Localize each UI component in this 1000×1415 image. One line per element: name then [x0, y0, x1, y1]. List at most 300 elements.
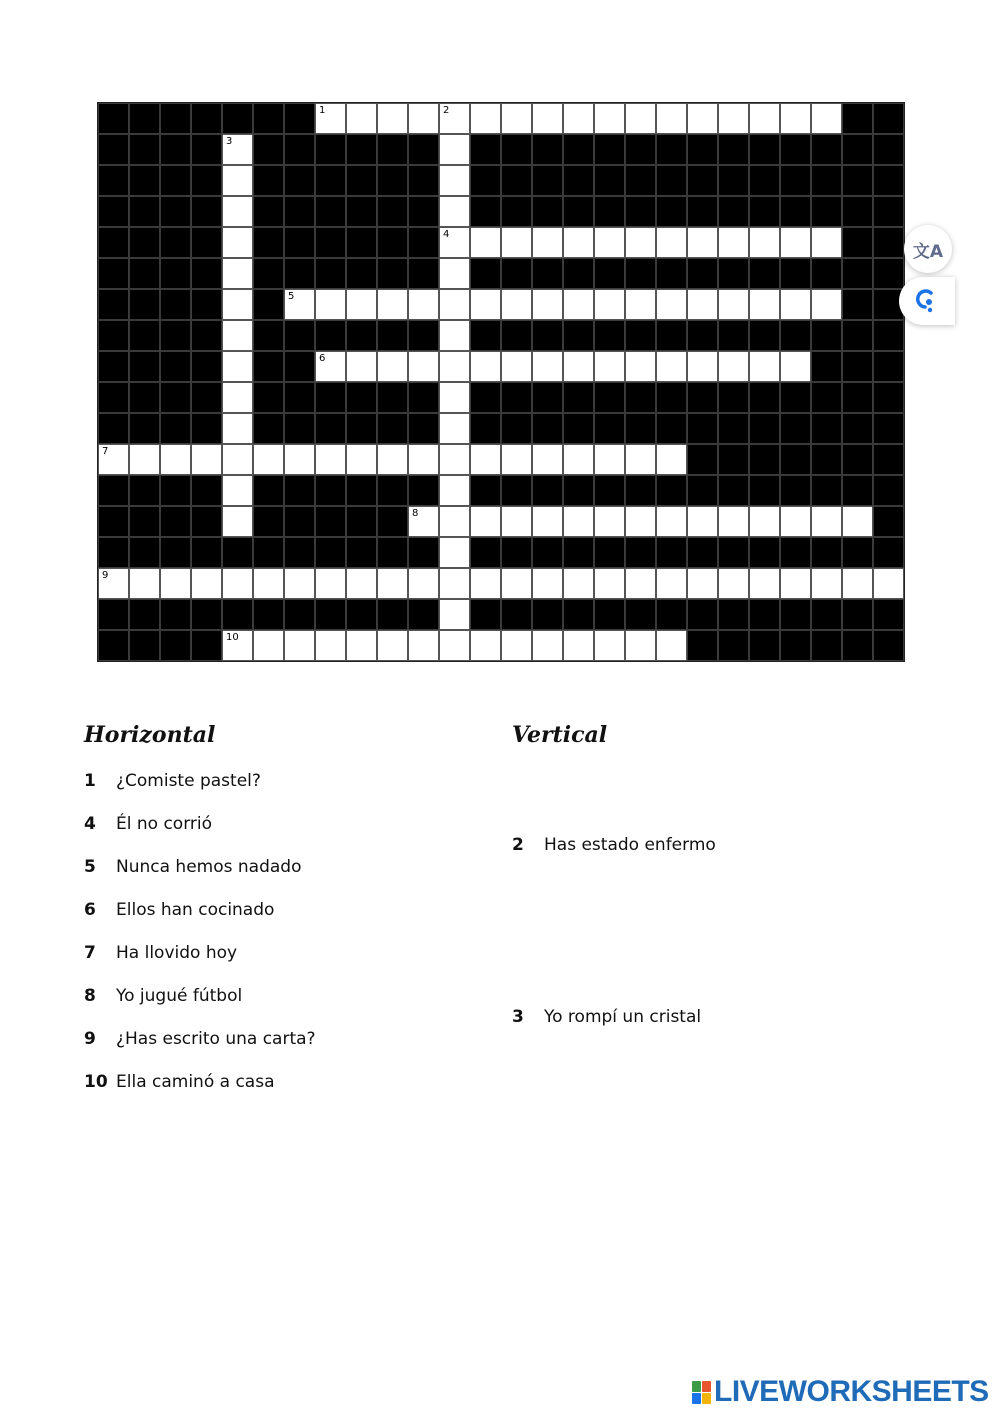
crossword-block-cell — [656, 413, 687, 444]
crossword-input-cell[interactable] — [222, 134, 253, 165]
crossword-input-cell[interactable] — [346, 568, 377, 599]
crossword-block-cell — [253, 382, 284, 413]
crossword-block-cell — [346, 196, 377, 227]
crossword-block-cell — [346, 227, 377, 258]
crossword-block-cell — [346, 506, 377, 537]
crossword-input-cell[interactable] — [346, 103, 377, 134]
crossword-input-cell[interactable] — [687, 568, 718, 599]
crossword-input-cell[interactable] — [594, 103, 625, 134]
crossword-input-cell[interactable] — [656, 506, 687, 537]
crossword-block-cell — [470, 537, 501, 568]
crossword-input-cell[interactable] — [563, 506, 594, 537]
crossword-input-cell[interactable] — [315, 568, 346, 599]
crossword-block-cell — [284, 413, 315, 444]
crossword-block-cell — [842, 475, 873, 506]
crossword-input-cell[interactable] — [532, 227, 563, 258]
crossword-block-cell — [408, 382, 439, 413]
crossword-block-cell — [253, 258, 284, 289]
translate-button[interactable] — [904, 225, 952, 273]
crossword-input-cell[interactable] — [98, 568, 129, 599]
crossword-block-cell — [377, 475, 408, 506]
crossword-input-cell[interactable] — [160, 568, 191, 599]
crossword-input-cell[interactable] — [222, 289, 253, 320]
crossword-block-cell — [222, 537, 253, 568]
crossword-input-cell[interactable] — [656, 227, 687, 258]
crossword-input-cell[interactable] — [718, 227, 749, 258]
crossword-input-cell[interactable] — [439, 227, 470, 258]
crossword-block-cell — [98, 134, 129, 165]
crossword-block-cell — [501, 258, 532, 289]
crossword-input-cell[interactable] — [842, 568, 873, 599]
crossword-input-cell[interactable] — [749, 103, 780, 134]
crossword-block-cell — [191, 630, 222, 661]
crossword-input-cell[interactable] — [563, 444, 594, 475]
crossword-block-cell — [346, 413, 377, 444]
crossword-block-cell — [284, 227, 315, 258]
crossword-input-cell[interactable] — [284, 444, 315, 475]
crossword-block-cell — [253, 506, 284, 537]
clue-text: Ha llovido hoy — [116, 943, 238, 963]
crossword-input-cell[interactable] — [98, 444, 129, 475]
crossword-block-cell — [687, 537, 718, 568]
crossword-block-cell — [253, 320, 284, 351]
crossword-input-cell[interactable] — [532, 630, 563, 661]
crossword-input-cell[interactable] — [439, 537, 470, 568]
crossword-input-cell[interactable] — [501, 289, 532, 320]
crossword-input-cell[interactable] — [656, 630, 687, 661]
clue-number-label: 10 — [226, 632, 239, 643]
crossword-block-cell — [129, 165, 160, 196]
crossword-input-cell[interactable] — [408, 103, 439, 134]
crossword-input-cell[interactable] — [222, 413, 253, 444]
crossword-input-cell[interactable] — [470, 227, 501, 258]
crossword-input-cell[interactable] — [532, 568, 563, 599]
crossword-input-cell[interactable] — [470, 444, 501, 475]
crossword-input-cell[interactable] — [532, 506, 563, 537]
crossword-input-cell[interactable] — [842, 506, 873, 537]
crossword-block-cell — [191, 258, 222, 289]
crossword-block-cell — [160, 103, 191, 134]
crossword-input-cell[interactable] — [222, 475, 253, 506]
crossword-block-cell — [687, 413, 718, 444]
crossword-block-cell — [625, 475, 656, 506]
crossword-input-cell[interactable] — [656, 568, 687, 599]
crossword-block-cell — [284, 165, 315, 196]
crossword-block-cell — [470, 599, 501, 630]
crossword-input-cell[interactable] — [222, 196, 253, 227]
crossword-block-cell — [501, 134, 532, 165]
crossword-input-cell[interactable] — [532, 103, 563, 134]
crossword-block-cell — [873, 134, 904, 165]
crossword-block-cell — [811, 165, 842, 196]
crossword-block-cell — [191, 103, 222, 134]
crossword-block-cell — [718, 599, 749, 630]
crossword-block-cell — [284, 103, 315, 134]
crossword-block-cell — [811, 444, 842, 475]
crossword-input-cell[interactable] — [625, 506, 656, 537]
clue-number: 1 — [84, 771, 96, 791]
crossword-block-cell — [408, 165, 439, 196]
crossword-input-cell[interactable] — [687, 227, 718, 258]
crossword-input-cell[interactable] — [625, 351, 656, 382]
translate-icon: 文A — [912, 241, 944, 262]
crossword-input-cell[interactable] — [470, 568, 501, 599]
crossword-block-cell — [160, 630, 191, 661]
crossword-input-cell[interactable] — [470, 630, 501, 661]
crossword-block-cell — [284, 599, 315, 630]
crossword-input-cell[interactable] — [749, 289, 780, 320]
crossword-input-cell[interactable] — [687, 351, 718, 382]
crossword-input-cell[interactable] — [594, 227, 625, 258]
crossword-input-cell[interactable] — [594, 506, 625, 537]
crossword-block-cell — [718, 320, 749, 351]
crossword-input-cell[interactable] — [315, 630, 346, 661]
crossword-block-cell — [594, 134, 625, 165]
crossword-block-cell — [160, 134, 191, 165]
crossword-block-cell — [98, 475, 129, 506]
crossword-block-cell — [749, 444, 780, 475]
crossword-input-cell[interactable] — [377, 351, 408, 382]
crossword-input-cell[interactable] — [780, 351, 811, 382]
crossword-input-cell[interactable] — [594, 444, 625, 475]
crossword-block-cell — [377, 227, 408, 258]
crossword-block-cell — [625, 134, 656, 165]
crossword-input-cell[interactable] — [470, 289, 501, 320]
crossword-input-cell[interactable] — [439, 506, 470, 537]
crossword-input-cell[interactable] — [470, 103, 501, 134]
crossword-block-cell — [501, 320, 532, 351]
crossword-block-cell — [408, 196, 439, 227]
crossword-input-cell[interactable] — [439, 289, 470, 320]
crossword-input-cell[interactable] — [563, 568, 594, 599]
crossword-input-cell[interactable] — [625, 568, 656, 599]
crossword-input-cell[interactable] — [222, 258, 253, 289]
crossword-input-cell[interactable] — [377, 444, 408, 475]
crossword-input-cell[interactable] — [656, 351, 687, 382]
crossword-input-cell[interactable] — [532, 444, 563, 475]
crossword-input-cell[interactable] — [780, 289, 811, 320]
crossword-input-cell[interactable] — [408, 506, 439, 537]
crossword-input-cell[interactable] — [222, 351, 253, 382]
crossword-block-cell — [129, 134, 160, 165]
crossword-input-cell[interactable] — [253, 630, 284, 661]
crossword-input-cell[interactable] — [687, 289, 718, 320]
crossword-input-cell[interactable] — [749, 506, 780, 537]
crossword-block-cell — [284, 506, 315, 537]
crossword-input-cell[interactable] — [129, 568, 160, 599]
crossword-block-cell — [284, 382, 315, 413]
crossword-block-cell — [687, 196, 718, 227]
crossword-block-cell — [780, 258, 811, 289]
crossword-block-cell — [191, 537, 222, 568]
crossword-input-cell[interactable] — [811, 103, 842, 134]
crossword-input-cell[interactable] — [656, 444, 687, 475]
crossword-input-cell[interactable] — [625, 289, 656, 320]
crossword-input-cell[interactable] — [718, 289, 749, 320]
crossword-block-cell — [129, 320, 160, 351]
crossword-block-cell — [98, 630, 129, 661]
crossword-block-cell — [780, 196, 811, 227]
crossword-block-cell — [842, 258, 873, 289]
crossword-input-cell[interactable] — [253, 444, 284, 475]
crossword-input-cell[interactable] — [439, 103, 470, 134]
crossword-input-cell[interactable] — [811, 568, 842, 599]
clue-text: Ella caminó a casa — [116, 1072, 275, 1092]
immersive-reader-button[interactable] — [899, 277, 955, 325]
crossword-block-cell — [315, 134, 346, 165]
crossword-input-cell[interactable] — [780, 568, 811, 599]
crossword-input-cell[interactable] — [408, 289, 439, 320]
crossword-input-cell[interactable] — [408, 351, 439, 382]
crossword-input-cell[interactable] — [346, 444, 377, 475]
clue-text: Has estado enfermo — [544, 835, 716, 855]
clue-text: Nunca hemos nadado — [116, 857, 302, 877]
crossword-input-cell[interactable] — [346, 630, 377, 661]
crossword-block-cell — [718, 475, 749, 506]
crossword-input-cell[interactable] — [439, 630, 470, 661]
crossword-input-cell[interactable] — [408, 444, 439, 475]
crossword-block-cell — [129, 599, 160, 630]
crossword-block-cell — [191, 413, 222, 444]
crossword-input-cell[interactable] — [780, 506, 811, 537]
crossword-input-cell[interactable] — [563, 227, 594, 258]
crossword-input-cell[interactable] — [222, 227, 253, 258]
crossword-block-cell — [811, 196, 842, 227]
crossword-input-cell[interactable] — [315, 103, 346, 134]
crossword-input-cell[interactable] — [470, 506, 501, 537]
crossword-input-cell[interactable] — [656, 289, 687, 320]
crossword-input-cell[interactable] — [594, 630, 625, 661]
crossword-block-cell — [98, 351, 129, 382]
clue-number-label: 4 — [443, 229, 450, 240]
crossword-input-cell[interactable] — [346, 351, 377, 382]
crossword-input-cell[interactable] — [501, 444, 532, 475]
crossword-input-cell[interactable] — [315, 444, 346, 475]
crossword-block-cell — [625, 382, 656, 413]
crossword-input-cell[interactable] — [625, 227, 656, 258]
clue-number: 6 — [84, 900, 96, 920]
crossword-block-cell — [780, 599, 811, 630]
crossword-input-cell[interactable] — [284, 289, 315, 320]
crossword-input-cell[interactable] — [749, 227, 780, 258]
crossword-input-cell[interactable] — [439, 351, 470, 382]
crossword-input-cell[interactable] — [222, 165, 253, 196]
crossword-input-cell[interactable] — [687, 506, 718, 537]
crossword-input-cell[interactable] — [811, 289, 842, 320]
crossword-input-cell[interactable] — [284, 630, 315, 661]
crossword-block-cell — [532, 599, 563, 630]
crossword-input-cell[interactable] — [749, 351, 780, 382]
crossword-input-cell[interactable] — [501, 568, 532, 599]
crossword-block-cell — [563, 134, 594, 165]
crossword-input-cell[interactable] — [439, 196, 470, 227]
crossword-block-cell — [563, 382, 594, 413]
crossword-block-cell — [191, 382, 222, 413]
crossword-block-cell — [501, 382, 532, 413]
crossword-input-cell[interactable] — [811, 506, 842, 537]
crossword-input-cell[interactable] — [439, 599, 470, 630]
crossword-input-cell[interactable] — [718, 506, 749, 537]
crossword-block-cell — [656, 599, 687, 630]
crossword-block-cell — [687, 475, 718, 506]
crossword-block-cell — [284, 475, 315, 506]
crossword-input-cell[interactable] — [377, 568, 408, 599]
crossword-block-cell — [98, 289, 129, 320]
crossword-input-cell[interactable] — [780, 227, 811, 258]
crossword-input-cell[interactable] — [439, 382, 470, 413]
crossword-input-cell[interactable] — [594, 568, 625, 599]
crossword-input-cell[interactable] — [315, 289, 346, 320]
crossword-block-cell — [253, 289, 284, 320]
crossword-block-cell — [315, 599, 346, 630]
crossword-block-cell — [687, 630, 718, 661]
crossword-block-cell — [408, 599, 439, 630]
crossword-input-cell[interactable] — [501, 630, 532, 661]
crossword-block-cell — [98, 320, 129, 351]
crossword-input-cell[interactable] — [563, 351, 594, 382]
crossword-input-cell[interactable] — [222, 444, 253, 475]
crossword-input-cell[interactable] — [222, 382, 253, 413]
clue-number-label: 1 — [319, 105, 326, 116]
crossword-input-cell[interactable] — [439, 134, 470, 165]
crossword-block-cell — [408, 320, 439, 351]
crossword-input-cell[interactable] — [439, 475, 470, 506]
crossword-input-cell[interactable] — [439, 320, 470, 351]
crossword-block-cell — [191, 165, 222, 196]
crossword-block-cell — [253, 599, 284, 630]
crossword-block-cell — [532, 382, 563, 413]
crossword-block-cell — [811, 413, 842, 444]
crossword-input-cell[interactable] — [191, 444, 222, 475]
crossword-block-cell — [470, 413, 501, 444]
crossword-block-cell — [408, 258, 439, 289]
crossword-input-cell[interactable] — [594, 289, 625, 320]
crossword-input-cell[interactable] — [253, 568, 284, 599]
crossword-block-cell — [842, 413, 873, 444]
crossword-block-cell — [346, 599, 377, 630]
crossword-input-cell[interactable] — [501, 351, 532, 382]
crossword-input-cell[interactable] — [718, 568, 749, 599]
crossword-input-cell[interactable] — [129, 444, 160, 475]
crossword-input-cell[interactable] — [625, 630, 656, 661]
crossword-input-cell[interactable] — [687, 103, 718, 134]
crossword-input-cell[interactable] — [191, 568, 222, 599]
crossword-block-cell — [160, 196, 191, 227]
crossword-block-cell — [191, 289, 222, 320]
crossword-input-cell[interactable] — [377, 103, 408, 134]
crossword-block-cell — [129, 382, 160, 413]
crossword-input-cell[interactable] — [718, 351, 749, 382]
crossword-input-cell[interactable] — [501, 227, 532, 258]
crossword-input-cell[interactable] — [811, 227, 842, 258]
crossword-block-cell — [625, 258, 656, 289]
crossword-input-cell[interactable] — [439, 568, 470, 599]
crossword-input-cell[interactable] — [532, 351, 563, 382]
crossword-block-cell — [532, 475, 563, 506]
crossword-input-cell[interactable] — [160, 444, 191, 475]
crossword-input-cell[interactable] — [501, 506, 532, 537]
crossword-input-cell[interactable] — [470, 351, 501, 382]
crossword-block-cell — [160, 506, 191, 537]
crossword-input-cell[interactable] — [656, 103, 687, 134]
crossword-block-cell — [129, 196, 160, 227]
clue-text: Yo jugué fútbol — [116, 986, 243, 1006]
crossword-input-cell[interactable] — [625, 444, 656, 475]
crossword-input-cell[interactable] — [284, 568, 315, 599]
crossword-block-cell — [408, 134, 439, 165]
crossword-block-cell — [191, 134, 222, 165]
crossword-input-cell[interactable] — [346, 289, 377, 320]
crossword-input-cell[interactable] — [718, 103, 749, 134]
crossword-input-cell[interactable] — [780, 103, 811, 134]
crossword-block-cell — [222, 599, 253, 630]
crossword-input-cell[interactable] — [222, 320, 253, 351]
crossword-input-cell[interactable] — [377, 289, 408, 320]
crossword-block-cell — [160, 258, 191, 289]
crossword-input-cell[interactable] — [532, 289, 563, 320]
crossword-block-cell — [718, 258, 749, 289]
crossword-input-cell[interactable] — [377, 630, 408, 661]
crossword-input-cell[interactable] — [501, 103, 532, 134]
crossword-block-cell — [842, 599, 873, 630]
crossword-input-cell[interactable] — [222, 630, 253, 661]
crossword-block-cell — [532, 134, 563, 165]
crossword-block-cell — [470, 196, 501, 227]
crossword-block-cell — [191, 227, 222, 258]
crossword-input-cell[interactable] — [222, 506, 253, 537]
crossword-block-cell — [749, 320, 780, 351]
crossword-block-cell — [873, 227, 904, 258]
crossword-block-cell — [377, 413, 408, 444]
crossword-input-cell[interactable] — [873, 568, 904, 599]
crossword-block-cell — [253, 537, 284, 568]
crossword-input-cell[interactable] — [749, 568, 780, 599]
crossword-block-cell — [98, 165, 129, 196]
crossword-block-cell — [811, 599, 842, 630]
crossword-block-cell — [811, 320, 842, 351]
crossword-block-cell — [749, 475, 780, 506]
crossword-block-cell — [687, 165, 718, 196]
crossword-input-cell[interactable] — [439, 413, 470, 444]
crossword-block-cell — [842, 165, 873, 196]
crossword-input-cell[interactable] — [439, 258, 470, 289]
crossword-block-cell — [346, 320, 377, 351]
crossword-block-cell — [594, 475, 625, 506]
crossword-block-cell — [98, 413, 129, 444]
crossword-block-cell — [718, 196, 749, 227]
crossword-input-cell[interactable] — [222, 568, 253, 599]
crossword-block-cell — [377, 134, 408, 165]
crossword-block-cell — [563, 475, 594, 506]
crossword-input-cell[interactable] — [408, 630, 439, 661]
crossword-input-cell[interactable] — [563, 630, 594, 661]
crossword-block-cell — [501, 413, 532, 444]
crossword-input-cell[interactable] — [563, 289, 594, 320]
crossword-block-cell — [873, 506, 904, 537]
crossword-input-cell[interactable] — [563, 103, 594, 134]
crossword-input-cell[interactable] — [594, 351, 625, 382]
crossword-input-cell[interactable] — [439, 444, 470, 475]
crossword-input-cell[interactable] — [315, 351, 346, 382]
crossword-input-cell[interactable] — [408, 568, 439, 599]
crossword-input-cell[interactable] — [625, 103, 656, 134]
crossword-block-cell — [129, 475, 160, 506]
crossword-input-cell[interactable] — [439, 165, 470, 196]
crossword-block-cell — [780, 413, 811, 444]
crossword-block-cell — [315, 196, 346, 227]
crossword-block-cell — [191, 351, 222, 382]
crossword-block-cell — [315, 475, 346, 506]
